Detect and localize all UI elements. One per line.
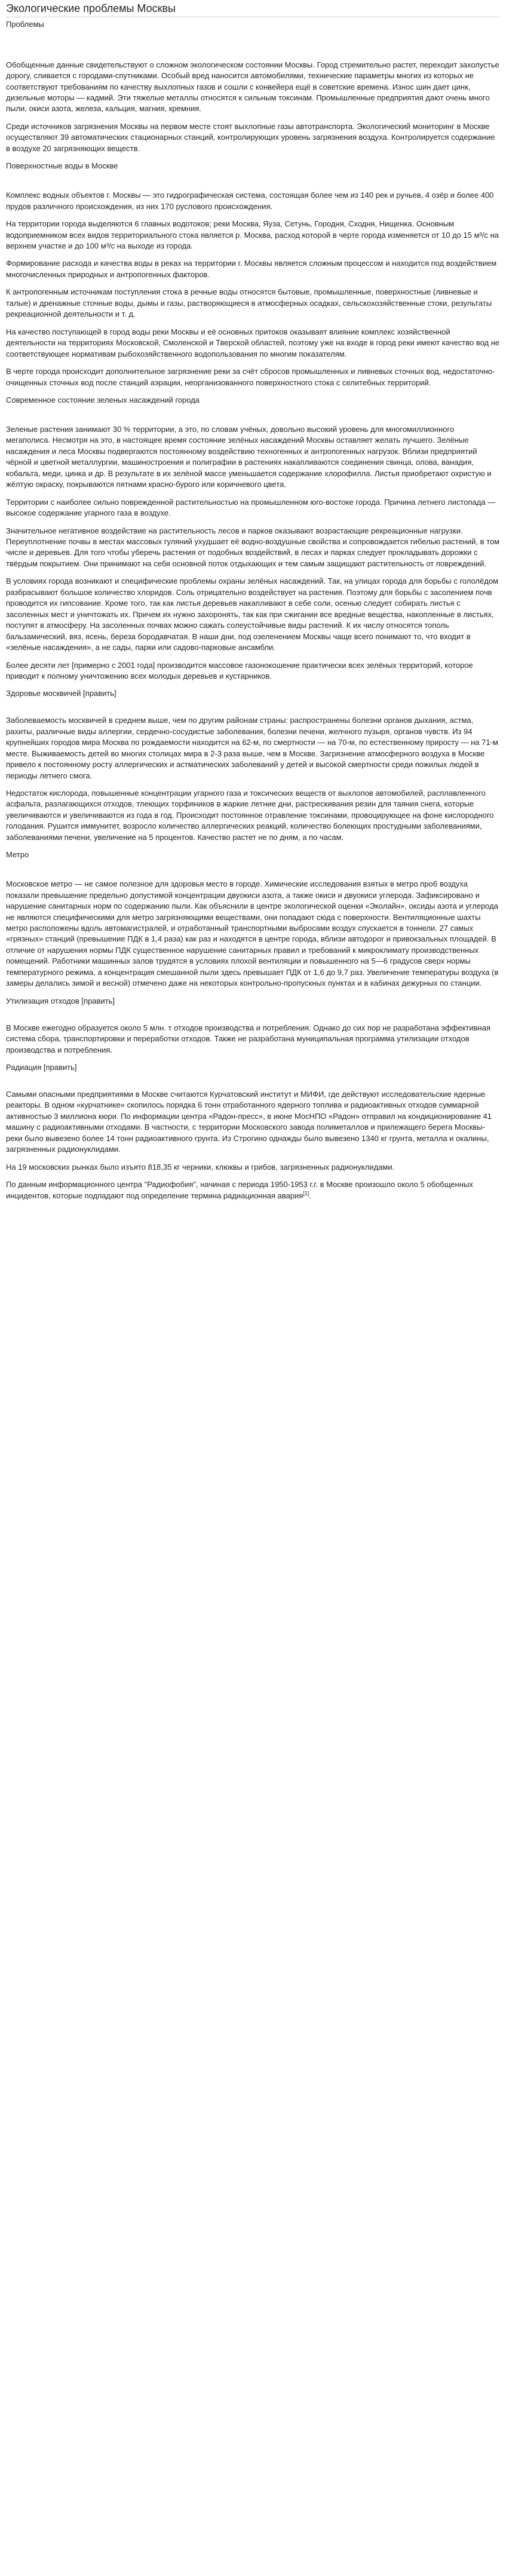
paragraph: [6, 1011, 500, 1056]
section-heading-text: Радиация [править]: [6, 1063, 77, 1072]
paragraph-tail: .: [309, 1191, 311, 1200]
section-heading: [6, 161, 500, 171]
paragraph-text: На территории города выделяются 6 главных водотоков; реки Москва, Яуза, Сетунь, Городня, Сходня, Нищенка. Основным водоприемником всех видов территориального стока является р. Москва, расход которой в черте города изменяется от 10 до 15 м³/с на верхнем участке и до 100 м³/с на выходе из города.: [6, 219, 499, 250]
paragraph: [6, 366, 500, 388]
paragraph-text: Территории с наиболее сильно поврежденной растительностью на промышленном юго-востоке города. Причина летнего листопада — высокое содержание угарного газа в воздухе.: [6, 497, 496, 518]
section-heading: [6, 688, 500, 699]
paragraph: [6, 868, 500, 989]
paragraph-text: Комплекс водных объектов г. Москвы — это гидрографическая система, состоящая более чем из 140 рек и ручьев, 4 озёр и более 400 прудов различного происхождения, из них 170 руслового происхождения.: [6, 191, 494, 211]
section-heading: [6, 19, 500, 30]
paragraph: [6, 287, 500, 320]
section-heading-text: Современное состояние зеленых насаждений города: [6, 395, 200, 404]
paragraph: [6, 258, 500, 280]
paragraph-text: Формирование расхода и качества воды в реках на территории г. Москвы является сложным процессом и находится под воздействием многочисленных природных и антропогенных факторов.: [6, 259, 497, 279]
paragraph-text: Заболеваемость москвичей в среднем выше, чем по другим районам страны: распространены болезни органов дыхания, астма, рахиты, различные виды аллергии, сердечно-сосудистые заболевания, болезни печени, желчного пузыря, органов чувств. Из 94 крупнейших городов мира Москва по рождаемости находится на 62-м, по смертности — на 70-м, по естественному приросту — на 71-м месте. Выживаемость детей во многих столицах мира в 2-3 раза выше, чем в Москве. Загрязнение атмосферного воздуха в Москве привело к постоянному росту аллергических и астматических заболеваний у детей и высокой смертности среди пожилых людей в периоды летнего смога.: [6, 716, 498, 780]
section-heading-text: Метро: [6, 850, 29, 860]
article-content: [6, 19, 500, 1201]
paragraph: [6, 38, 500, 115]
section-heading: [6, 1062, 500, 1073]
paragraph-text: В условиях города возникают и специфические проблемы охраны зелёных насаждений. Так, на улицах города для борьбы с гололёдом разбрасывают большое количество хлоридов. Соль отрицательно воздействует на растения. Поэтому для борьбы с засолением почв проводится их гипсование. Кроме того, так как листья деревьев накапливают в себе соли, осенью следует собирать листья с засоленных мест и уничтожать их. Причем их нужно захоронять, так как при сжигании все вредные вещества, накопленные в листьях, поступят в атмосферу. На засоленных почвах можно сажать солеустойчивые виды растений. К их числу относятся тополь бальзамический, вяз, ясень, береза бородавчатая. В наши дни, под озеленением Москвы чаще всего понимают то, что входит в «зелёные насаждения», а не сады, парки или садово-парковые ансамбли.: [6, 576, 498, 652]
paragraph-text: Самыми опасными предприятиями в Москве считаются Курчатовский институт и МИФИ, где действуют исследовательские ядерные реакторы. В одном «курчатнике» скопилось порядка 6 тонн отработанного ядерного топлива и радиоактивных отходов суммарной активностью 3 миллиона кюри. По информации центра «Радон-пресс», в июне МосНПО «Радон» отправил на кондиционирование 41 машину с радиоактивными отходами. В частности, с территории Московского завода полиметаллов и прилежащего берега Москвы-реки было вывезено более 14 тонн радиоактивного грунта. Из Строгино однажды было вывезено 1340 кг грунта, металла и окалины, загрязненных радионуклидами.: [6, 1089, 492, 1154]
paragraph-text: В черте города происходит дополнительное загрязнение реки за счёт сбросов промышленных и ливневых сточных вод, недостаточно-очищенных сточных вод после станций аэрации, неорганизованного поверхностного стока с селитебных территорий.: [6, 367, 495, 387]
paragraph: [6, 1078, 500, 1155]
article: [0, 0, 506, 1220]
paragraph-text: Более десяти лет [примерно с 2001 года] производится массовое газонокошение практически всех зелёных территорий, которое приводит к полному уничтожению всех молодых деревьев и кустарников.: [6, 660, 473, 680]
paragraph: [6, 1162, 500, 1173]
paragraph: [6, 219, 500, 252]
paragraph: [6, 576, 500, 653]
section-heading: [6, 850, 500, 860]
paragraph: [6, 660, 500, 682]
section-heading: [6, 395, 500, 406]
page-title: Экологические проблемы Москвы: [6, 1, 500, 17]
paragraph-text: На 19 московских рынках было изъято 818,35 кг черники, клюквы и грибов, загрязненных радионуклидами.: [6, 1162, 395, 1172]
paragraph: [6, 413, 500, 490]
paragraph-text: Недостаток кислорода, повышенные концентрации угарного газа и токсических веществ от выхлопов автомобилей, расплавленного асфальта, разлагающихся отходов, тлеющих торфяников в жаркие летние дни, растрескивания резин для таяния снега, которые увеличиваются и увеличиваются из года в год. Происходит постоянное отравление токсинами, провоцирующее на фоне кислородного голодания. Рушится иммунитет, возросло количество аллергических реакций, количество болеющих простудными заболеваниями, заболеваниями печени, увеличение на 5 процентов. Качество растет не по дням, а по часам.: [6, 789, 494, 842]
paragraph-text: Значительное негативное воздействие на растительность лесов и парков оказывают возрастающие рекреационные нагрузки. Переуплотнение почвы в местах массовых гуляний ухудшает её водно-воздушные свойства и сопровождается гибелью растений, в том числе и деревьев. Для того чтобы уберечь растения от подобных воздействий, в лесах и парках следует прокладывать дорожки с твёрдым покрытием. Они принимают на себя основной поток отдыхающих и тем самым защищают растительность от повреждений.: [6, 526, 500, 568]
paragraph-text: Московское метро — не самое полезное для здоровья место в городе. Химические исследования взятых в метро проб воздуха показали превышение предельно допустимой концентрации двуокиси азота, а также окиси и двуокиси углерода. Зафиксировано и нарушение санитарных норм по содержанию пыли. Как объяснили в центре экологической оценки «Эколайн», оксиды азота и углерода не являются специфическими для метро загрязняющими веществами, они попадают сюда с поверхности. Вентиляционные шахты метро расположены вдоль автомагистралей, и отработанный транспортными выбросами воздух спускается в тоннели. 27 самых «грязных» станций (превышение ПДК в 1,4 раза) как раз и находятся в центре города, вблизи автодорог и привокзальных площадей. В отличие от нарушения нормы ПДК существенное нарушение санитарных правил и требований к микроклимату производственных помещений. Работники машинных залов трудятся в условиях плохой вентиляции и повышенного на 5—6 градусов сверх нормы температурного режима, а концентрация смешанной пыли здесь превышает ПДК от 1,6 до 9,7 раз. Увеличение температуры воздуха (в замеры делались зимой и весной) отмечено даже на некоторых контрольно-пропускных пунктах и в кабинах дежурных по станции.: [6, 879, 499, 988]
paragraph-text: На качество поступающей в город воды реки Москвы и её основных притоков оказывает влияние комплекс хозяйственной деятельности на территориях Московской, Смоленской и Тверской областей, поэтому уже на входе в город реки имеют качество вод не соответствующее нормативам рыбохозяйственного водопользования по многим показателям.: [6, 327, 500, 358]
section-heading-text: Утилизация отходов [править]: [6, 996, 115, 1005]
section-heading-text: Проблемы: [6, 20, 44, 29]
paragraph: [6, 788, 500, 843]
paragraph: [6, 1179, 500, 1201]
paragraph-text: Зеленые растения занимают 30 % территории, а это, по словам учёных, довольно высокий уровень для многомиллионного мегаполиса. Несмотря на это, в настоящее время состояние зелёных насаждений Москвы оставляет желать лучшего. Зелёные насаждения и леса Москвы подвергаются постоянному воздействию техногенных и антропогенных нагрузок. Вблизи предприятий чёрной и цветной металлургии, машиностроения и полиграфии в растениях накапливаются соединения свинца, олова, ванадия, кобальта, меди, цинка и др. В результате в их зелёной массе уменьшается содержание хлорофилла. Листья приобретают охристую и жёлтую окраску, покрываются пятнами красно-бурого или коричневого цвета.: [6, 424, 492, 489]
paragraph-text: Среди источников загрязнения Москвы на первом месте стоят выхлопные газы автотранспорта. Экологический мониторинг в Москве осуществляют 39 автоматических стационарных станций, контролирующих уровень загрязнения воздуха. Контролируется содержание в воздухе 20 загрязняющих веществ.: [6, 121, 495, 153]
paragraph-text: К антропогенным источникам поступления стока в речные воды относятся бытовые, промышленные, поверхностные (ливневые и талые) и дренажные сточные воды, дымы и газы, растворяющиеся в атмосферных осадках, сельскохозяйственные стоки, результаты рекреационной деятельности и т. д.: [6, 287, 492, 319]
paragraph: [6, 704, 500, 781]
paragraph: [6, 121, 500, 154]
section-heading-text: Здоровье москвичей [править]: [6, 689, 116, 698]
section-heading: [6, 996, 500, 1007]
footnote-ref[interactable]: [1]: [303, 1190, 309, 1197]
paragraph-text: По данным информационного центра "Радиофобия", начиная с периода 1950-1953 г.г. в Москве произошло около 5 обобщенных инцидентов, которые подпадают под определение термина радиационная авария: [6, 1180, 473, 1200]
section-heading-text: Поверхностные воды в Москве: [6, 161, 118, 171]
paragraph-text: Обобщенные данные свидетельствуют о сложном экологическом состоянии Москвы. Город стремительно растет, переходит захолустье дорогу, сливается с городами-спутниками. Особый вред наносится автомобилями, технические параметры многих из которых не соответствуют требованиям по качеству выхлопных газов и сошли с конвейера ещё в советские времена. Износ шин дает цинк, дизельные моторы — кадмий. Эти тяжелые металлы относятся к сильным токсинам. Промышленные предприятия дают очень много пыли, окиси азота, железа, кальция, магния, кремния.: [6, 60, 499, 114]
paragraph-text: В Москве ежегодно образуется около 5 млн. т отходов производства и потребления. Однако до сих пор не разработана эффективная система сбора, транспортировки и переработки отходов. Также не разработана муниципальная программа утилизации отходов производства и потребления.: [6, 1023, 491, 1054]
paragraph: [6, 497, 500, 519]
paragraph: [6, 179, 500, 212]
paragraph: [6, 327, 500, 360]
paragraph: [6, 526, 500, 570]
